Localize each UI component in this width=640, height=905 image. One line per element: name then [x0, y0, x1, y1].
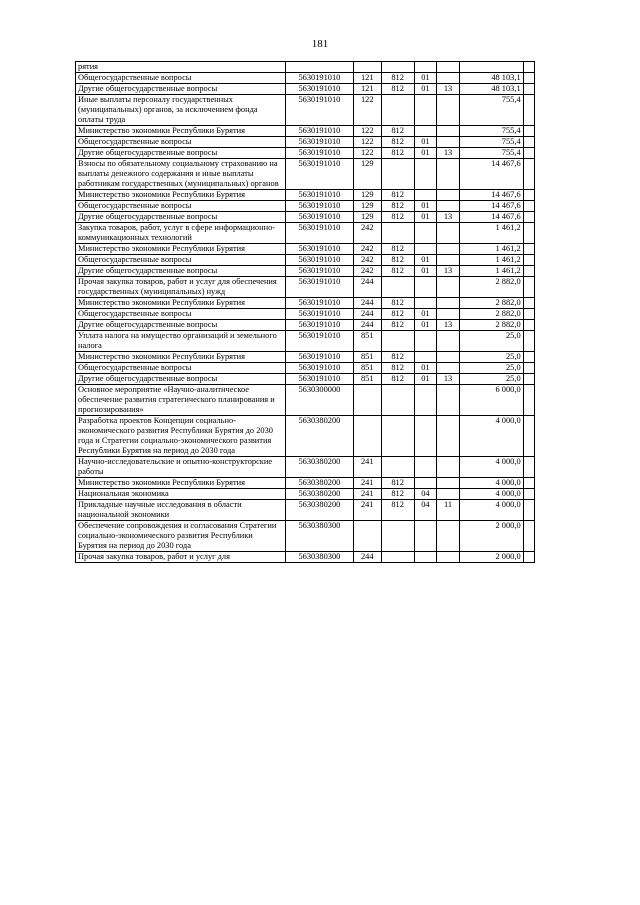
amount: 4 000,0 — [459, 457, 523, 478]
page-number: 181 — [311, 38, 329, 50]
section-code: 01 — [414, 212, 437, 223]
table-row — [76, 266, 535, 277]
empty-cell — [523, 331, 534, 352]
expense-type-code — [353, 521, 381, 552]
amount: 14 467,6 — [459, 190, 523, 201]
target-article-code: 5630191010 — [285, 159, 353, 190]
administrator-code: 812 — [381, 255, 414, 266]
section-code: 01 — [414, 148, 437, 159]
target-article-code: 5630380200 — [285, 457, 353, 478]
table-row — [76, 137, 535, 148]
expense-type-code: 122 — [353, 137, 381, 148]
section-code — [414, 277, 437, 298]
empty-cell — [523, 416, 534, 457]
amount: 1 461,2 — [459, 244, 523, 255]
administrator-code: 812 — [381, 190, 414, 201]
administrator-code: 812 — [381, 478, 414, 489]
administrator-code: 812 — [381, 352, 414, 363]
target-article-code: 5630191010 — [285, 309, 353, 320]
section-code — [414, 331, 437, 352]
amount — [459, 62, 523, 73]
target-article-code: 5630380200 — [285, 478, 353, 489]
section-code: 01 — [414, 137, 437, 148]
target-article-code: 5630191010 — [285, 212, 353, 223]
table-row — [76, 521, 535, 552]
row-name: рятия — [76, 62, 286, 73]
expense-type-code: 129 — [353, 159, 381, 190]
amount: 2 000,0 — [459, 552, 523, 563]
administrator-code: 812 — [381, 212, 414, 223]
administrator-code: 812 — [381, 148, 414, 159]
section-code — [414, 521, 437, 552]
subsection-code — [437, 277, 460, 298]
administrator-code: 812 — [381, 363, 414, 374]
expense-type-code: 851 — [353, 363, 381, 374]
empty-cell — [523, 277, 534, 298]
empty-cell — [523, 126, 534, 137]
subsection-code — [437, 244, 460, 255]
section-code: 01 — [414, 363, 437, 374]
target-article-code: 5630191010 — [285, 223, 353, 244]
table-row — [76, 244, 535, 255]
table-row — [76, 298, 535, 309]
row-name: Министерство экономики Республики Бурятия — [76, 244, 286, 255]
empty-cell — [523, 266, 534, 277]
amount: 2 882,0 — [459, 320, 523, 331]
subsection-code — [437, 126, 460, 137]
expense-type-code: 851 — [353, 352, 381, 363]
row-name: Министерство экономики Республики Бурятия — [76, 352, 286, 363]
empty-cell — [523, 95, 534, 126]
table-row — [76, 159, 535, 190]
section-code — [414, 159, 437, 190]
target-article-code: 5630380300 — [285, 521, 353, 552]
administrator-code — [381, 416, 414, 457]
empty-cell — [523, 148, 534, 159]
target-article-code: 5630191010 — [285, 148, 353, 159]
subsection-code — [437, 416, 460, 457]
administrator-code: 812 — [381, 137, 414, 148]
section-code: 01 — [414, 84, 437, 95]
empty-cell — [523, 223, 534, 244]
administrator-code — [381, 159, 414, 190]
section-code: 01 — [414, 255, 437, 266]
administrator-code: 812 — [381, 298, 414, 309]
row-name: Научно-исследовательские и опытно-конструкторские работы — [76, 457, 286, 478]
expense-type-code: 122 — [353, 148, 381, 159]
subsection-code — [437, 478, 460, 489]
table-row — [76, 223, 535, 244]
table-row — [76, 500, 535, 521]
administrator-code — [381, 331, 414, 352]
target-article-code: 5630191010 — [285, 190, 353, 201]
row-name: Общегосударственные вопросы — [76, 309, 286, 320]
administrator-code — [381, 95, 414, 126]
subsection-code — [437, 159, 460, 190]
target-article-code: 5630191010 — [285, 255, 353, 266]
row-name: Общегосударственные вопросы — [76, 363, 286, 374]
administrator-code — [381, 552, 414, 563]
expense-type-code: 241 — [353, 500, 381, 521]
empty-cell — [523, 374, 534, 385]
budget-table — [75, 61, 535, 563]
subsection-code — [437, 95, 460, 126]
empty-cell — [523, 500, 534, 521]
row-name: Обеспечение сопровождения и согласования Стратегии социально-экономического развития Республики Бурятия на период до 2030 года — [76, 521, 286, 552]
section-code — [414, 190, 437, 201]
target-article-code: 5630380200 — [285, 489, 353, 500]
target-article-code: 5630191010 — [285, 277, 353, 298]
empty-cell — [523, 159, 534, 190]
expense-type-code: 244 — [353, 320, 381, 331]
amount: 25,0 — [459, 352, 523, 363]
empty-cell — [523, 457, 534, 478]
target-article-code: 5630191010 — [285, 352, 353, 363]
expense-type-code: 242 — [353, 223, 381, 244]
row-name: Уплата налога на имущество организаций и земельного налога — [76, 331, 286, 352]
target-article-code — [285, 62, 353, 73]
row-name: Министерство экономики Республики Бурятия — [76, 478, 286, 489]
amount: 14 467,6 — [459, 201, 523, 212]
row-name: Национальная экономика — [76, 489, 286, 500]
target-article-code: 5630191010 — [285, 201, 353, 212]
empty-cell — [523, 320, 534, 331]
administrator-code: 812 — [381, 309, 414, 320]
expense-type-code: 244 — [353, 298, 381, 309]
amount: 755,4 — [459, 95, 523, 126]
empty-cell — [523, 84, 534, 95]
table-row — [76, 478, 535, 489]
table-row — [76, 212, 535, 223]
subsection-code — [437, 521, 460, 552]
section-code — [414, 126, 437, 137]
expense-type-code: 242 — [353, 266, 381, 277]
row-name: Другие общегосударственные вопросы — [76, 266, 286, 277]
table-row — [76, 489, 535, 500]
empty-cell — [523, 190, 534, 201]
row-name: Общегосударственные вопросы — [76, 73, 286, 84]
section-code — [414, 552, 437, 563]
expense-type-code: 129 — [353, 190, 381, 201]
expense-type-code — [353, 416, 381, 457]
empty-cell — [523, 489, 534, 500]
administrator-code: 812 — [381, 320, 414, 331]
expense-type-code: 121 — [353, 73, 381, 84]
expense-type-code: 244 — [353, 277, 381, 298]
empty-cell — [523, 244, 534, 255]
target-article-code: 5630191010 — [285, 331, 353, 352]
target-article-code: 5630191010 — [285, 374, 353, 385]
table-row — [76, 309, 535, 320]
subsection-code: 11 — [437, 500, 460, 521]
section-code — [414, 244, 437, 255]
subsection-code — [437, 363, 460, 374]
amount: 6 000,0 — [459, 385, 523, 416]
row-name: Другие общегосударственные вопросы — [76, 84, 286, 95]
row-name: Общегосударственные вопросы — [76, 255, 286, 266]
subsection-code: 13 — [437, 374, 460, 385]
row-name: Закупка товаров, работ, услуг в сфере информационно-коммуникационных технологий — [76, 223, 286, 244]
table-row — [76, 277, 535, 298]
row-name: Министерство экономики Республики Бурятия — [76, 298, 286, 309]
amount: 755,4 — [459, 137, 523, 148]
amount: 1 461,2 — [459, 255, 523, 266]
section-code: 01 — [414, 266, 437, 277]
expense-type-code — [353, 62, 381, 73]
subsection-code: 13 — [437, 212, 460, 223]
amount: 25,0 — [459, 331, 523, 352]
target-article-code: 5630380200 — [285, 416, 353, 457]
table-row — [76, 552, 535, 563]
empty-cell — [523, 212, 534, 223]
administrator-code: 812 — [381, 374, 414, 385]
target-article-code: 5630191010 — [285, 298, 353, 309]
row-name: Иные выплаты персоналу государственных (муниципальных) органов, за исключением фонда оплаты труда — [76, 95, 286, 126]
amount: 14 467,6 — [459, 212, 523, 223]
subsection-code — [437, 385, 460, 416]
row-name: Общегосударственные вопросы — [76, 201, 286, 212]
administrator-code: 812 — [381, 84, 414, 95]
amount: 25,0 — [459, 363, 523, 374]
section-code: 01 — [414, 374, 437, 385]
table-row — [76, 126, 535, 137]
amount: 14 467,6 — [459, 159, 523, 190]
expense-type-code: 122 — [353, 126, 381, 137]
empty-cell — [523, 201, 534, 212]
table-row — [76, 73, 535, 84]
section-code: 04 — [414, 489, 437, 500]
expense-type-code: 129 — [353, 201, 381, 212]
administrator-code: 812 — [381, 73, 414, 84]
amount: 25,0 — [459, 374, 523, 385]
amount: 4 000,0 — [459, 489, 523, 500]
subsection-code — [437, 331, 460, 352]
amount: 2 882,0 — [459, 309, 523, 320]
section-code — [414, 62, 437, 73]
empty-cell — [523, 521, 534, 552]
subsection-code: 13 — [437, 148, 460, 159]
row-name: Другие общегосударственные вопросы — [76, 212, 286, 223]
empty-cell — [523, 363, 534, 374]
administrator-code: 812 — [381, 201, 414, 212]
table-row — [76, 457, 535, 478]
target-article-code: 5630191010 — [285, 266, 353, 277]
subsection-code — [437, 552, 460, 563]
section-code — [414, 385, 437, 416]
expense-type-code — [353, 385, 381, 416]
expense-type-code: 241 — [353, 489, 381, 500]
subsection-code — [437, 73, 460, 84]
administrator-code: 812 — [381, 266, 414, 277]
empty-cell — [523, 352, 534, 363]
section-code — [414, 457, 437, 478]
section-code — [414, 223, 437, 244]
section-code — [414, 416, 437, 457]
amount: 1 461,2 — [459, 266, 523, 277]
empty-cell — [523, 309, 534, 320]
table-row — [76, 95, 535, 126]
empty-cell — [523, 552, 534, 563]
subsection-code: 13 — [437, 320, 460, 331]
expense-type-code: 244 — [353, 552, 381, 563]
expense-type-code: 129 — [353, 212, 381, 223]
empty-cell — [523, 255, 534, 266]
target-article-code: 5630380300 — [285, 552, 353, 563]
row-name: Основное мероприятие «Научно-аналитическое обеспечение развития стратегического планирования и прогнозирования» — [76, 385, 286, 416]
target-article-code: 5630191010 — [285, 126, 353, 137]
budget-table-body — [76, 62, 535, 563]
amount: 4 000,0 — [459, 500, 523, 521]
table-row — [76, 385, 535, 416]
subsection-code — [437, 457, 460, 478]
subsection-code — [437, 62, 460, 73]
administrator-code: 812 — [381, 489, 414, 500]
table-row — [76, 148, 535, 159]
subsection-code: 13 — [437, 266, 460, 277]
administrator-code: 812 — [381, 244, 414, 255]
row-name: Другие общегосударственные вопросы — [76, 148, 286, 159]
table-row — [76, 190, 535, 201]
target-article-code: 5630380200 — [285, 500, 353, 521]
subsection-code: 13 — [437, 84, 460, 95]
target-article-code: 5630191010 — [285, 84, 353, 95]
expense-type-code: 242 — [353, 255, 381, 266]
subsection-code — [437, 298, 460, 309]
subsection-code — [437, 255, 460, 266]
row-name: Прочая закупка товаров, работ и услуг для — [76, 552, 286, 563]
table-row — [76, 62, 535, 73]
expense-type-code: 121 — [353, 84, 381, 95]
row-name: Другие общегосударственные вопросы — [76, 320, 286, 331]
subsection-code — [437, 489, 460, 500]
amount: 755,4 — [459, 126, 523, 137]
section-code — [414, 478, 437, 489]
target-article-code: 5630191010 — [285, 320, 353, 331]
subsection-code — [437, 137, 460, 148]
administrator-code — [381, 277, 414, 298]
table-row — [76, 363, 535, 374]
row-name: Другие общегосударственные вопросы — [76, 374, 286, 385]
row-name: Прикладные научные исследования в области национальной экономики — [76, 500, 286, 521]
table-row — [76, 352, 535, 363]
row-name: Прочая закупка товаров, работ и услуг для обеспечения государственных (муниципальных) нужд — [76, 277, 286, 298]
row-name: Общегосударственные вопросы — [76, 137, 286, 148]
target-article-code: 5630191010 — [285, 363, 353, 374]
administrator-code — [381, 457, 414, 478]
table-row — [76, 201, 535, 212]
amount: 48 103,1 — [459, 84, 523, 95]
amount: 48 103,1 — [459, 73, 523, 84]
section-code: 04 — [414, 500, 437, 521]
section-code — [414, 298, 437, 309]
administrator-code: 812 — [381, 500, 414, 521]
target-article-code: 5630191010 — [285, 137, 353, 148]
amount: 2 000,0 — [459, 521, 523, 552]
subsection-code — [437, 309, 460, 320]
amount: 4 000,0 — [459, 416, 523, 457]
empty-cell — [523, 298, 534, 309]
expense-type-code: 851 — [353, 331, 381, 352]
subsection-code — [437, 223, 460, 244]
empty-cell — [523, 73, 534, 84]
administrator-code — [381, 223, 414, 244]
section-code — [414, 352, 437, 363]
expense-type-code: 851 — [353, 374, 381, 385]
administrator-code — [381, 385, 414, 416]
target-article-code: 5630191010 — [285, 95, 353, 126]
expense-type-code: 122 — [353, 95, 381, 126]
table-row — [76, 320, 535, 331]
section-code: 01 — [414, 201, 437, 212]
administrator-code: 812 — [381, 126, 414, 137]
subsection-code — [437, 201, 460, 212]
row-name: Министерство экономики Республики Бурятия — [76, 126, 286, 137]
amount: 4 000,0 — [459, 478, 523, 489]
amount: 2 882,0 — [459, 277, 523, 298]
section-code — [414, 95, 437, 126]
target-article-code: 5630191010 — [285, 244, 353, 255]
subsection-code — [437, 190, 460, 201]
expense-type-code: 242 — [353, 244, 381, 255]
amount: 2 882,0 — [459, 298, 523, 309]
target-article-code: 5630191010 — [285, 73, 353, 84]
expense-type-code: 244 — [353, 309, 381, 320]
section-code: 01 — [414, 73, 437, 84]
empty-cell — [523, 385, 534, 416]
administrator-code — [381, 521, 414, 552]
expense-type-code: 241 — [353, 478, 381, 489]
row-name: Разработка проектов Концепции социально-экономического развития Республики Бурятия до 2030 года и Стратегии социально-экономического развития Республики Бурятия на период до 2030 года — [76, 416, 286, 457]
expense-type-code: 241 — [353, 457, 381, 478]
empty-cell — [523, 478, 534, 489]
amount: 755,4 — [459, 148, 523, 159]
administrator-code — [381, 62, 414, 73]
row-name: Взносы по обязательному социальному страхованию на выплаты денежного содержания и иные выплаты работникам государственных (муниципальных) органов — [76, 159, 286, 190]
row-name: Министерство экономики Республики Бурятия — [76, 190, 286, 201]
empty-cell — [523, 137, 534, 148]
section-code: 01 — [414, 309, 437, 320]
table-row — [76, 84, 535, 95]
empty-cell — [523, 62, 534, 73]
table-row — [76, 374, 535, 385]
table-row — [76, 416, 535, 457]
table-row — [76, 331, 535, 352]
section-code: 01 — [414, 320, 437, 331]
table-row — [76, 255, 535, 266]
amount: 1 461,2 — [459, 223, 523, 244]
target-article-code: 5630300000 — [285, 385, 353, 416]
subsection-code — [437, 352, 460, 363]
